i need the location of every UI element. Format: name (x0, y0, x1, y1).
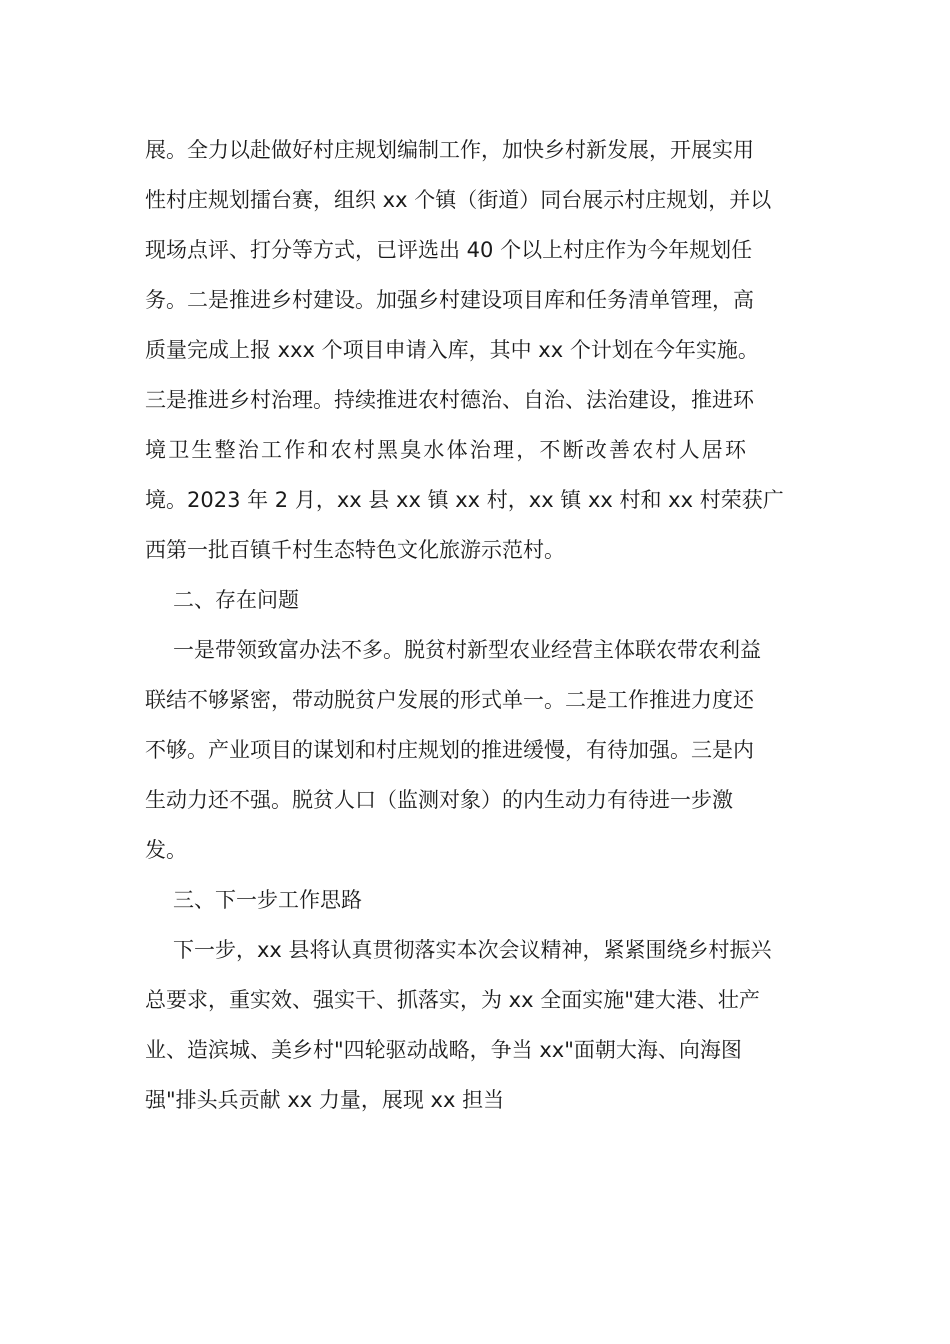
paragraph-line: 质量完成上报 xxx 个项目申请入库，其中 xx 个计划在今年实施。 (145, 338, 759, 362)
paragraph-line: 务。二是推进乡村建设。加强乡村建设项目库和任务清单管理，高 (145, 288, 754, 312)
section-heading-next-steps: 三、下一步工作思路 (173, 888, 362, 912)
paragraph-line: 展。全力以赴做好村庄规划编制工作，加快乡村新发展，开展实用 (145, 138, 754, 162)
paragraph-line: 下一步，xx 县将认真贯彻落实本次会议精神，紧紧围绕乡村振兴 (173, 938, 772, 962)
paragraph-line: 西第一批百镇千村生态特色文化旅游示范村。 (145, 538, 565, 562)
document-body (145, 125, 805, 1125)
paragraph-line: 发。 (145, 838, 187, 862)
section-heading-problems: 二、存在问题 (173, 588, 299, 612)
paragraph-line: 境卫生整治工作和农村黑臭水体治理，不断改善农村人居环 (145, 438, 749, 462)
paragraph-line: 境。2023 年 2 月，xx 县 xx 镇 xx 村，xx 镇 xx 村和 xx 村荣获广 (145, 488, 784, 512)
paragraph-line: 强"排头兵贡献 xx 力量，展现 xx 担当 (145, 1088, 505, 1112)
paragraph-line: 现场点评、打分等方式，已评选出 40 个以上村庄作为今年规划任 (145, 238, 753, 262)
paragraph-line: 总要求，重实效、强实干、抓落实，为 xx 全面实施"建大港、壮产 (145, 988, 760, 1012)
paragraph-line: 一是带领致富办法不多。脱贫村新型农业经营主体联农带农利益 (173, 638, 761, 662)
paragraph-line: 性村庄规划擂台赛，组织 xx 个镇（街道）同台展示村庄规划，并以 (145, 188, 772, 212)
paragraph-line: 三是推进乡村治理。持续推进农村德治、自治、法治建设，推进环 (145, 388, 754, 412)
paragraph-line: 业、造滨城、美乡村"四轮驱动战略，争当 xx"面朝大海、向海图 (145, 1038, 742, 1062)
paragraph-line: 联结不够紧密，带动脱贫户发展的形式单一。二是工作推进力度还 (145, 688, 754, 712)
paragraph-line: 生动力还不强。脱贫人口（监测对象）的内生动力有待进一步激 (145, 788, 733, 812)
paragraph-line: 不够。产业项目的谋划和村庄规划的推进缓慢，有待加强。三是内 (145, 738, 754, 762)
